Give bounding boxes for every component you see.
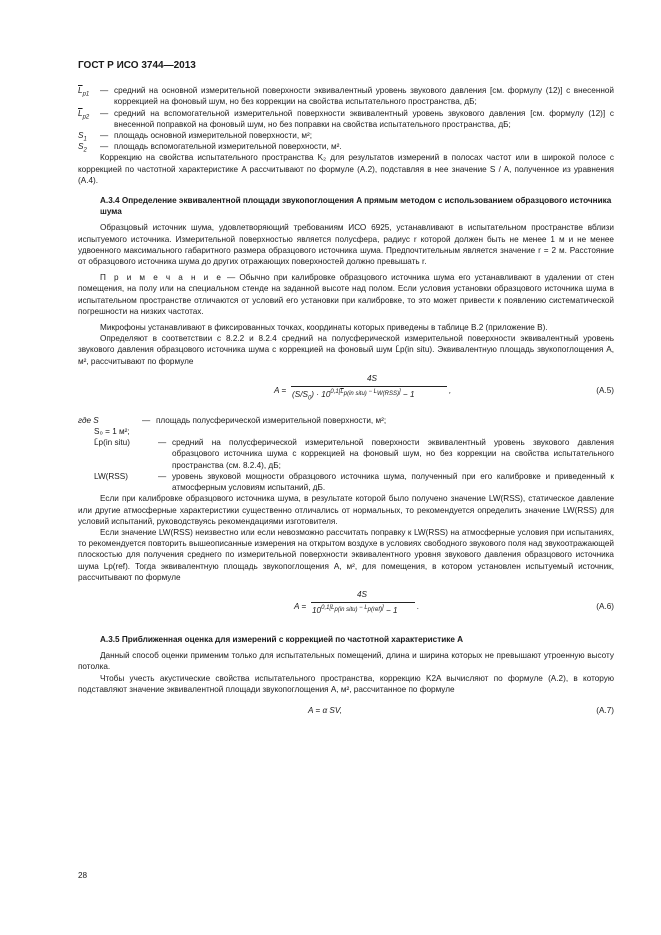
definition-s2: $S_2$ — площадь вспомогательной измерительной поверхности, м². [78,142,342,154]
paragraph-a34-5: Если значение LW(RSS) неизвестно или если невозможно рассчитать поправку к LW(RSS) на атмосферные условия при испытаниях, то рекомендуется повторить вышеописанные измерения на открытом воздухе в условиях свободного звукового поля над звукоотражающей плоскостью для получения среднего по измерительной поверхности эквивалентного уровня звукового давления образцового источника шума Lp(ref). Тогда эквивалентную площадь звукопоглощения A, м², для помещения, в котором установлен испытуемый источник, рассчитывают по формуле [78,527,614,582]
formula-a7: A = α SV, (A.7) [308,705,614,715]
paragraph-a34-2: Микрофоны устанавливают в фиксированных точках, координаты которых приведены в таблице В.2 (приложение В). [100,323,548,333]
section-heading-a34: A.3.4 Определение эквивалентной площади звукопоглощения A прямым методом с использованием образцового источника шума [100,196,612,217]
definitions-top [78,85,614,152]
page-number: 28 [78,871,88,880]
section-heading-a35: A.3.5 Приближенная оценка для измерений с коррекцией по частотной характеристике A [100,634,464,644]
paragraph-a35-1: Данный способ оценки применим только для испытательных помещений, длина и ширина которых не превышают утроенную высоту потолка. [78,651,614,672]
paragraph-correction: Коррекцию на свойства испытательного пространства K₂ для результатов измерений в полосах частот или в широкой полосе с коррекцией по частотной характеристике A рассчитывают по формуле (A.2), подставляя в нее значение S / A, полученное из уравнения (A.4). [78,153,614,185]
formula-a6: A = 4S $10^{0,1[L_{p(in situ)} - L_{p(ref)}]} - 1$ . (A.6) [294,589,614,615]
definition-s1: $S_1$ — площадь основной измерительной поверхности, м²; [78,131,313,143]
paragraph-a35-2: Чтобы учесть акустические свойства испытательного пространства, коррекцию K2A вычисляют по формуле (A.2), в которую подставляют значение эквивалентной площади звукопоглощения A, м², рассчитанное по формуле [78,673,614,694]
definitions-mid: где S — площадь полусферической измерительной поверхности, м²; S₀ = 1 м²; L̄p(in situ) — средний на полусферической измерительной поверхности эквивалентный уровень звукового давления образцового источника шума с коррекцией на фоновый шум, но без коррекции на свойства испытательного пространства (см. 8.2.4), дБ; LW(RSS) — уровень звуковой мощности образцового источника шума, полученный при его калибровке и приведенный к атмосферным условиям испытаний, дБ. [78,415,614,493]
paragraph-a34-1: Образцовый источник шума, удовлетворяющий требованиям ИСО 6925, устанавливают в испытательном пространстве вблизи испытуемого источника. Измерительной поверхностью является полусфера, радиус r которой должен быть не менее 1 м и не менее удвоенного максимального габаритного размера образцового источника шума. Предпочтительным является значение r = 2 м. Расстояние от образцового источника шума до других отражающих поверхностей должно превышать r. [78,223,614,267]
paragraph-a34-3: Определяют в соответствии с 8.2.2 и 8.2.4 средний на полусферической измерительной поверхности эквивалентный уровень звукового давления образцового источника шума с коррекцией на фоновый шум L̄p(in situ). Эквивалентную площадь звукопоглощения A, м², рассчитывают по формуле [78,334,614,366]
definition-lp2: $\overline{L}_{p2}$ — средний на вспомогательной измерительной поверхности эквивалентный уровень звукового давления [см. формулу (12)] с внесенной поправкой на фоновый шум, но без поправки на свойства испытательного пространства, дБ; [78,108,614,129]
document-header: ГОСТ Р ИСО 3744—2013 [78,60,196,71]
formula-a5: A = 4S $(S/S_0) \cdot 10^{0,1[\overline{L}_{p(in situ)} - L_{W(RSS)}]} - 1$ , (A.5) [274,373,614,402]
definition-lp1: $\overline{L}_{p1}$ — средний на основной измерительной поверхности эквивалентный уровень звукового давления [см. формулу (12)] с внесенной коррекцией на фоновый шум, но без коррекции на свойства испытательного пространства, дБ; [78,86,614,107]
document-page [78,60,614,727]
note-label: П р и м е ч а н и е [100,273,223,283]
note: П р и м е ч а н и е — Обычно при калибровке образцового источника шума его устанавливают в удалении от стен помещения, на полу или на специальном стенде на заданной высоте над полом. Если условия установки образцового источника шума в испытательном пространстве отличаются от условий его установки при калибровке, то это может привести к появлению систематической погрешности на низких частотах. [78,273,614,316]
paragraph-a34-4: Если при калибровке образцового источника шума, в результате которой было получено значение LW(RSS), статическое давление или другие атмосферные характеристики существенно отличались от нормальных, то рекомендуется определить значение LW(RSS) для условий испытаний, руководствуясь рекомендациями изготовителя. [78,494,614,526]
